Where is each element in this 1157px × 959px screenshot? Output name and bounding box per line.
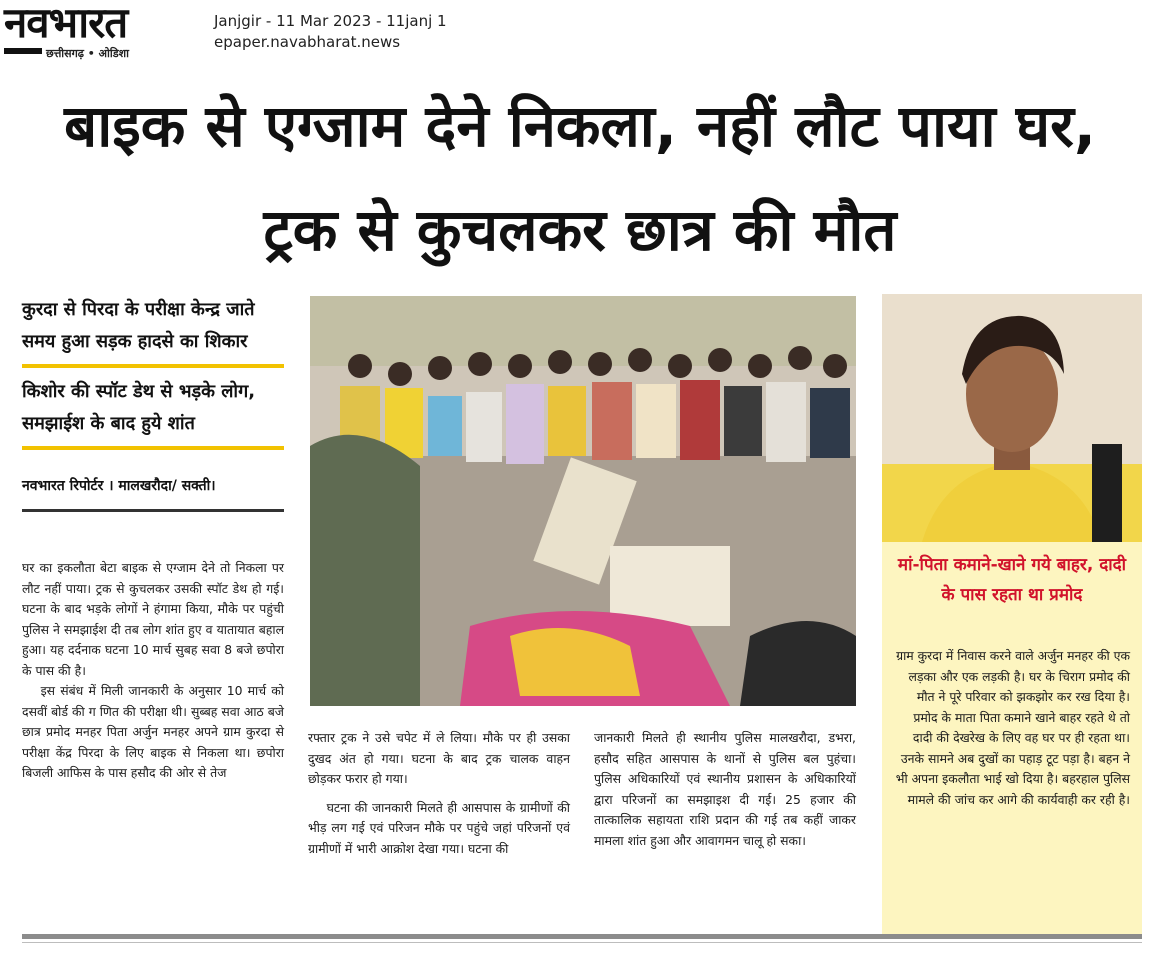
article-column-2	[308, 728, 570, 859]
paragraph: घर का इकलौता बेटा बाइक से एग्जाम देने तो निकला पर लौट नहीं पाया। ट्रक से कुचलकर उसकी स्पॉट डेथ हो गई। घटना के बाद भड़के लोगों ने हंगामा किया, मौके पर पहुंची पुलिस ने समझाईश दी तब लोग शांत हुए व यातायात बहाल हुआ। यह दर्दनाक घटना 10 मार्च सुबह सवा 8 बजे छपोरा के पास की है।	[22, 560, 284, 678]
paragraph: जानकारी मिलते ही स्थानीय पुलिस मालखरौदा, डभरा, हसौद सहित आसपास के थानों से पुलिस बल पुहंचा। पुलिस अधिकारियों एवं स्थानीय प्रशासन के अधिकारियों द्वारा परिजनों का समझाइश दी गई। 25 हजार की तात्कालिक सहायता राशि प्रदान की गई तब कहीं जाकर मामला शांत हुआ और आवागमन चालू हो सका।	[594, 730, 856, 848]
subhead-second: किशोर की स्पॉट डेथ से भड़के लोग, समझाईश के बाद हुये शांत	[22, 381, 256, 434]
byline: नवभारत रिपोर्टर । मालखरौदा/ सक्ती।	[22, 478, 216, 494]
bottom-divider	[22, 934, 1142, 939]
sidebar-heading: मां-पिता कमाने-खाने गये बाहर, दादी के पास रहता था प्रमोद	[897, 555, 1127, 605]
left-column-decks	[22, 294, 284, 512]
yellow-divider	[22, 364, 284, 368]
crowd-scene-illustration	[310, 296, 856, 706]
accident-scene-photo	[310, 296, 856, 706]
logo-bar	[4, 48, 42, 54]
edition-line: Janjgir - 11 Mar 2023 - 11janj 1	[214, 12, 447, 30]
article-column-3	[594, 728, 856, 851]
sidebar-text: ग्राम कुरदा में निवास करने वाले अर्जुन मनहर की एक लड़का और एक लड़की है। घर के चिराग प्रमोद की मौत ने पूरे परिवार को झकझोर कर रख दिया है। प्रमोद के माता पिता कमाने खाने बाहर रहते थे तो दादी की देखरेख के लिए वह घर पर ही रहता था। उनके सामने अब दुखों का पहाड़ टूट पड़ा है। बहन ने भी अपना इकलौता भाई खो दिया है। बहरहाल पुलिस मामले की जांच कर आगे की कार्यवाही कर रही है।	[895, 648, 1130, 807]
bottom-divider-thin	[22, 942, 1142, 943]
portrait-illustration	[882, 294, 1142, 542]
paragraph: रफ्तार ट्रक ने उसे चपेट में ले लिया। मौके पर ही उसका दुखद अंत हो गया। घटना के बाद ट्रक चालक वाहन छोड़कर फरार हो गया।	[308, 730, 570, 786]
article-column-1	[22, 558, 284, 784]
subhead-first: कुरदा से पिरदा के परीक्षा केन्द्र जाते समय हुआ सड़क हादसे का शिकार	[22, 299, 255, 352]
sidebar-box	[882, 294, 1142, 934]
headline: बाइक से एग्जाम देने निकला, नहीं लौट पाया घर, ट्रक से कुचलकर छात्र की मौत	[64, 92, 1096, 264]
epaper-url: epaper.navabharat.news	[214, 33, 401, 51]
newspaper-logo	[4, 0, 200, 62]
paragraph: इस संबंध में मिली जानकारी के अनुसार 10 मार्च को दसवीं बोर्ड की ग णित की परीक्षा थी। सुब्बह सवा आठ बजे छात्र प्रमोद मनहर पिता अर्जुन मनहर अपने ग्राम कुरदा से परीक्षा केंद्र पिरदा के लिए बाइक से निकला था। छपोरा बिजली आफिस के पास हसौद की ओर से तेज	[22, 683, 284, 780]
paragraph: घटना की जानकारी मिलते ही आसपास के ग्रामीणों की भीड़ लग गई एवं परिजन मौके पर पहुंचे जहां परिजनों एवं ग्रामीणों में भारी आक्रोश देखा गया। घटना की	[308, 799, 570, 856]
logo-text: नवभारत	[4, 0, 128, 47]
masthead	[0, 0, 1157, 62]
student-portrait-photo	[882, 294, 1142, 542]
yellow-divider	[22, 446, 284, 450]
logo-subtitle: छत्तीसगढ़ • ओडिशा	[46, 47, 129, 60]
byline-divider	[22, 509, 284, 512]
